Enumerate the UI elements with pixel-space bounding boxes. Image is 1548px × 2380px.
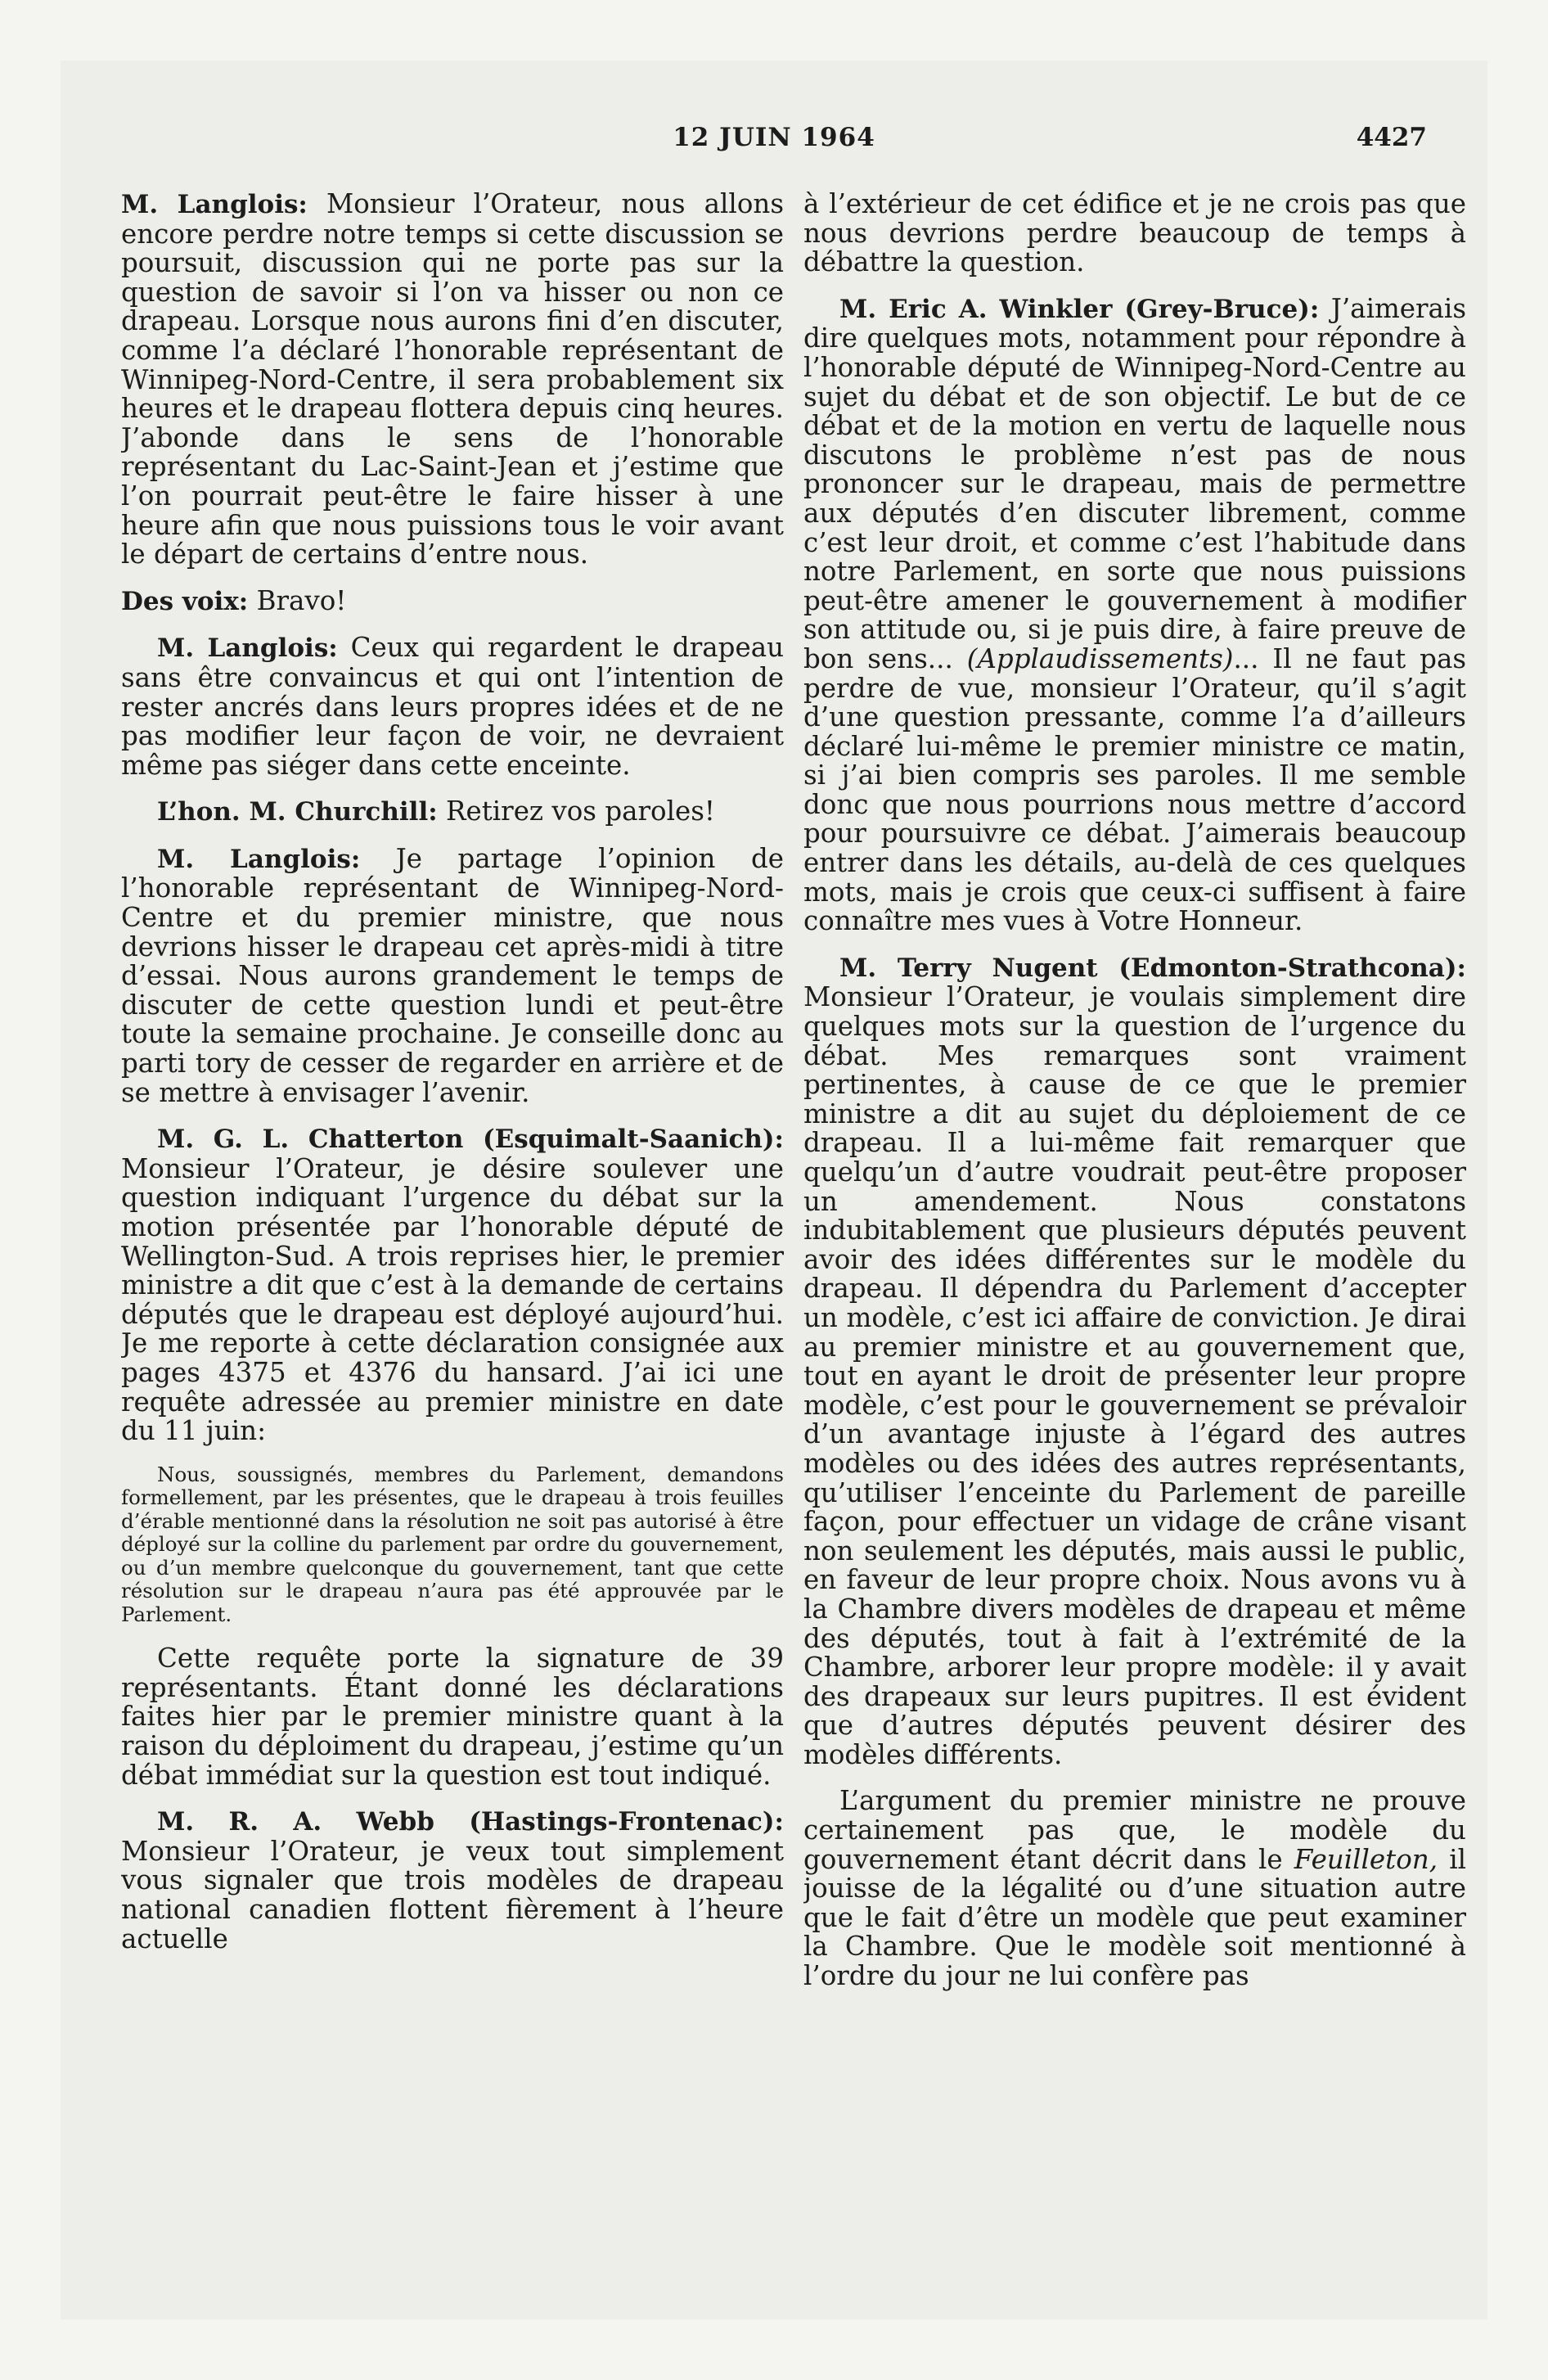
- speaker-name: M. Langlois:: [157, 633, 338, 664]
- italic-text: Feuilleton,: [1294, 1843, 1438, 1875]
- paragraph: [121, 1807, 784, 1954]
- speaker-name: L’hon. M. Churchill:: [157, 797, 438, 827]
- speaker-name: M. Langlois:: [157, 844, 361, 874]
- paragraph: [121, 190, 784, 570]
- paragraph: [803, 190, 1466, 277]
- paragraph-text: Ceux qui regardent le drapeau sans être convaincus et qui ont l’intention de rester ancrés dans leurs propres idées et de ne pas modifier leur façon de voir, ne devraient même pas siéger dans cette enceinte.: [121, 632, 784, 781]
- paragraph-text: Cette requête porte la signature de 39 représentants. Étant donné les déclarations faites hier par le premier ministre quant à la raison du déploiment du drapeau, j’estime qu’un débat immédiat sur la question est tout indiqué.: [121, 1643, 784, 1791]
- paragraph-text: Bravo!: [248, 584, 347, 616]
- speaker-name: M. Terry Nugent (Edmonton-Strathcona):: [839, 953, 1466, 983]
- paragraph-text: il jouisse de la légalité ou d’une situation autre que le fait d’être un modèle que peut examiner la Chambre. Que le modèle soit mentionné à l’ordre du jour ne lui confère pas: [803, 1843, 1466, 1992]
- paragraph: [803, 1787, 1466, 1990]
- left-column: [121, 190, 784, 2220]
- paragraph: [121, 633, 784, 780]
- paragraph-text: Retirez vos paroles!: [437, 796, 715, 827]
- paragraph-text: ... Il ne faut pas perdre de vue, monsieur l’Orateur, qu’il s’agit d’une question pressante, comme l’a d’ailleurs déclaré lui-même le premier ministre ce matin, si j’ai bien compris ses paroles. Il me semble donc que nous pourrions nous mettre d’accord pour poursuivre ce débat. J’aimerais beaucoup entrer dans les détails, au-delà de ces quelques mots, mais je crois que ceux-ci suffisent à faire connaître mes vues à Votre Honneur.: [803, 642, 1466, 937]
- header-date: 12 JUIN 1964: [673, 123, 875, 152]
- speaker-name: M. Eric A. Winkler (Grey-Bruce):: [839, 294, 1320, 324]
- italic-text: (Applaudissements): [966, 642, 1234, 674]
- paragraph-text: L’argument du premier ministre ne prouve certainement pas que, le modèle du gouvernement étant décrit dans le: [803, 1785, 1466, 1875]
- paragraph: [121, 1644, 784, 1790]
- paragraph-text: à l’extérieur de cet édifice et je ne crois pas que nous devrions perdre beaucoup de temps à débattre la question.: [803, 190, 1466, 278]
- paragraph: [121, 797, 784, 827]
- paragraph: [121, 842, 784, 1108]
- paragraph-text: Je partage l’opinion de l’honorable représentant de Winnipeg-Nord-Centre et du premier ministre, que nous devrions hisser le drapeau cet après-midi à titre d’essai. Nous aurons grandement le temps de discuter de cette question lundi et peut-être toute la semaine prochaine. Je conseille donc au parti tory de cesser de regarder en arrière et de se mettre à envisager l’avenir.: [121, 842, 784, 1108]
- paragraph: [121, 584, 784, 617]
- speaker-name: Des voix:: [121, 586, 249, 616]
- paragraph: [803, 292, 1466, 937]
- paragraph-text: J’aimerais dire quelques mots, notamment pour répondre à l’honorable député de Winnipeg-Nord-Centre au sujet du débat et de son objectif. Le but de ce débat et de la motion en vertu de laquelle nous discutons le problème n’est pas de nous prononcer sur le drapeau, mais de permettre aux députés d’en discuter librement, comme c’est leur droit, et comme c’est l’habitude dans notre Parlement, en sorte que nous puissions peut-être amener le gouvernement à modifier son attitude ou, si je puis dire, à faire preuve de bon sens...: [803, 292, 1466, 674]
- quoted-request: Nous, soussignés, membres du Parlement, demandons formellement, par les présentes, que le drapeau à trois feuilles d’érable mentionné dans la résolution ne soit pas autorisé à être déployé sur la colline du parlement par ordre du gouvernement, ou d’un membre quelconque du gouvernement, tant que cette résolution sur le drapeau n’aura pas été approuvée par le Parlement.: [121, 1462, 784, 1626]
- paragraph-text: Monsieur l’Orateur, je désire soulever une question indiquant l’urgence du débat sur la motion présentée par l’honorable député de Wellington-Sud. A trois reprises hier, le premier ministre a dit que c’est à la demande de certains députés que le drapeau est déployé aujourd’hui. Je me reporte à cette déclaration consignée aux pages 4375 et 4376 du hansard. J’ai ici une requête adressée au premier ministre en date du 11 juin:: [121, 1152, 784, 1447]
- paragraph: [121, 1125, 784, 1446]
- speaker-name: M. R. A. Webb (Hastings-Frontenac):: [157, 1807, 784, 1837]
- page-header: [121, 123, 1427, 164]
- paragraph-text: Monsieur l’Orateur, nous allons encore perdre notre temps si cette discussion se poursuit, discussion qui ne porte pas sur la question de savoir si l’on va hisser ou non ce drapeau. Lorsque nous aurons fini d’en discuter, comme l’a déclaré l’honorable représentant de Winnipeg-Nord-Centre, il sera probablement six heures et le drapeau flottera depuis cinq heures. J’abonde dans le sens de l’honorable représentant du Lac-Saint-Jean et j’estime que l’on pourrait peut-être le faire hisser à une heure afin que nous puissions tous le voir avant le départ de certains d’entre nous.: [121, 190, 784, 570]
- paragraph-text: Monsieur l’Orateur, je voulais simplement dire quelques mots sur la question de l’urgence du débat. Mes remarques sont vraiment pertinentes, à cause de ce que le premier ministre a dit au sujet du déploiement de ce drapeau. Il a lui-même fait remarquer que quelqu’un d’autre voudrait peut-être proposer un amendement. Nous constatons indubitablement que plusieurs députés peuvent avoir des idées différentes sur le modèle du drapeau. Il dépendra du Parlement d’accepter un modèle, c’est ici affaire de conviction. Je dirai au premier ministre et au gouvernement que, tout en ayant le droit de présenter leur propre modèle, c’est pour le gouvernement se prévaloir d’un avantage injuste à l’égard des autres modèles ou des idées des autres représentants, qu’utiliser l’enceinte du Parlement de pareille façon, pour effectuer un vidage de crâne visant non seulement les députés, mais aussi le public, en faveur de leur propre choix. Nous avons vu à la Chambre divers modèles de drapeau et même des députés, tout à fait à l’extrémité de la Chambre, arborer leur propre modèle: il y avait des drapeaux sur leurs pupitres. Il est évident que d’autres députés peuvent désirer des modèles différents.: [803, 981, 1466, 1770]
- header-page-number: 4427: [1356, 123, 1427, 152]
- paragraph: [803, 953, 1466, 1770]
- paragraph-text: Monsieur l’Orateur, je veux tout simplement vous signaler que trois modèles de drapeau national canadien flottent fièrement à l’heure actuelle: [121, 1835, 784, 1954]
- speaker-name: M. G. L. Chatterton (Esquimalt-Saanich):: [157, 1125, 784, 1155]
- right-column: [803, 190, 1466, 2220]
- speaker-name: M. Langlois:: [121, 190, 308, 219]
